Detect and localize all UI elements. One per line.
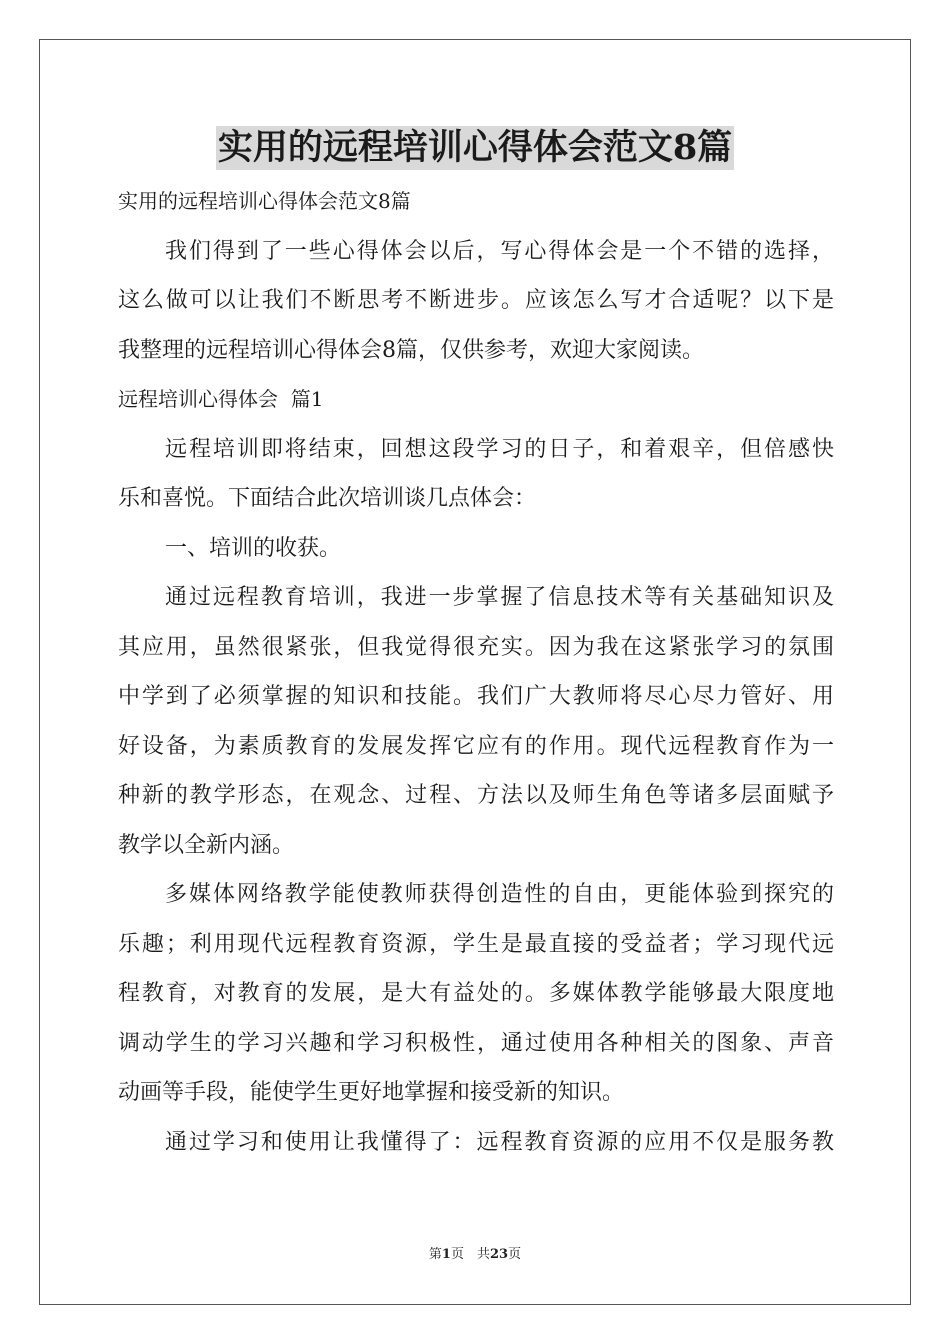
intro-line: 我们得到了一些心得体会以后，写心得体会是一个不错的选择， [165,238,834,264]
para2-line: 中学到了必须掌握的知识和技能。我们广大教师将尽心尽力管好、用 [118,684,834,709]
para3-line: 调动学生的学习兴趣和学习积极性，通过使用各种相关的图象、声音 [118,1030,834,1056]
page-title: 实用的远程培训心得体会范文8篇 [217,127,733,168]
document-body [118,177,834,1167]
intro-line: 我整理的远程培训心得体会8篇，仅供参考，欢迎大家阅读。 [118,337,704,363]
para2-line: 种新的教学形态，在观念、过程、方法以及师生角色等诸多层面赋予 [118,783,834,808]
title-wrap [0,126,950,170]
para2-line: 好设备，为素质教育的发展发挥它应有的作用。现代远程教育作为一 [118,733,834,759]
intro-line: 这么做可以让我们不断思考不断进步。应该怎么写才合适呢？以下是 [118,288,834,313]
para1-line: 乐和喜悦。下面结合此次培训谈几点体会： [118,486,537,511]
para2-line: 其应用，虽然很紧张，但我觉得很充实。因为我在这紧张学习的氛围 [118,634,834,660]
footer-suffix: 页 [508,1247,522,1262]
para4-line: 通过学习和使用让我懂得了：远程教育资源的应用不仅是服务教 [165,1129,834,1155]
footer-middle: 页 共 [450,1247,490,1262]
document-subtitle: 实用的远程培训心得体会范文8篇 [118,189,411,213]
para3-line: 多媒体网络教学能使教师获得创造性的自由，更能体验到探究的 [165,882,834,907]
para3-line: 动画等手段，能使学生更好地掌握和接受新的知识。 [118,1080,625,1105]
page-footer [0,1246,950,1264]
footer-page-number: 1 [441,1247,451,1262]
footer-total-pages: 23 [489,1247,509,1262]
subheading: 一、培训的收获。 [165,535,342,561]
para3-line: 程教育，对教育的发展，是大有益处的。多媒体教学能够最大限度地 [118,981,834,1006]
section-heading: 远程培训心得体会 篇1 [118,387,324,411]
footer-prefix: 第 [428,1247,442,1262]
para3-line: 乐趣；利用现代远程教育资源，学生是最直接的受益者；学习现代远 [118,931,834,957]
para1-line: 远程培训即将结束，回想这段学习的日子，和着艰辛，但倍感快 [165,436,834,462]
para2-line: 教学以全新内涵。 [118,832,295,858]
para2-line: 通过远程教育培训，我进一步掌握了信息技术等有关基础知识及 [165,585,834,610]
